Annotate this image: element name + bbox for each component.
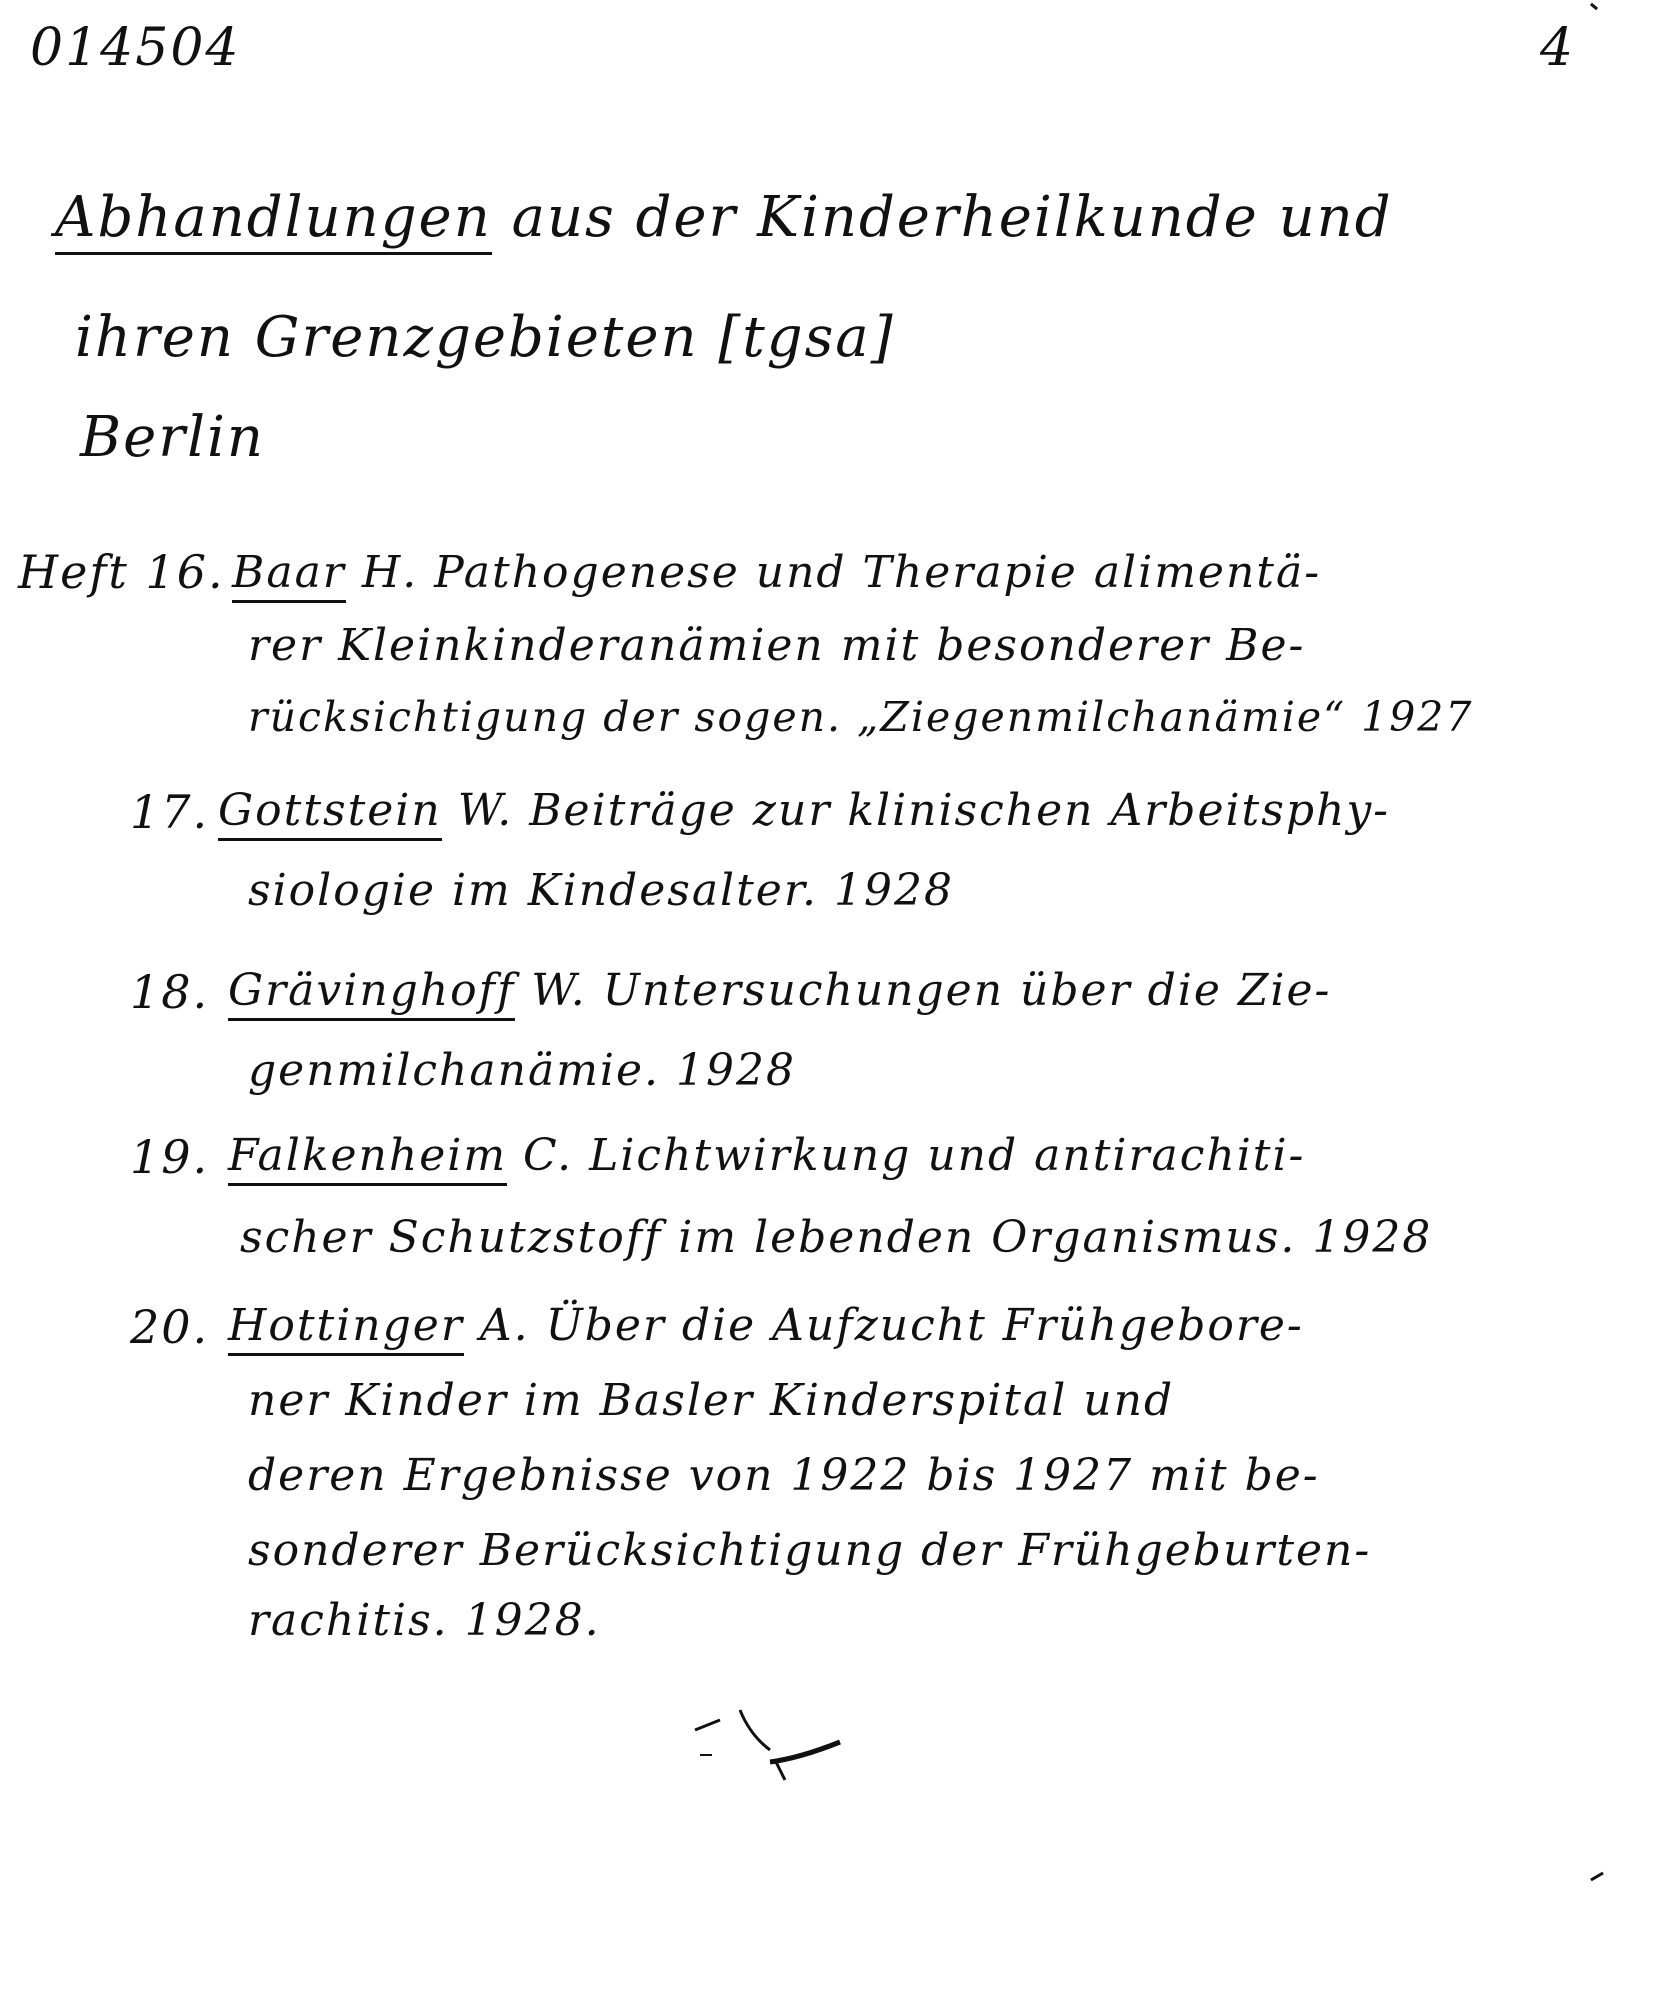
publication-place: Berlin <box>80 405 265 470</box>
entry-18-line1 <box>228 965 1331 1021</box>
entry-19-label: 19. <box>130 1130 210 1184</box>
entry-author: Hottinger <box>228 1300 464 1356</box>
entry-text: A. Über die Aufzucht Frühgebore- <box>463 1300 1304 1351</box>
decorative-scribble <box>690 1700 850 1790</box>
entry-author: Baar <box>232 547 346 603</box>
entry-16-label <box>18 545 225 599</box>
heft-label: Heft <box>18 545 129 599</box>
entry-17-label: 17. <box>130 785 210 839</box>
series-title-line2: ihren Grenzgebieten [tgsa] <box>75 305 895 370</box>
speck-mark <box>1590 1872 1604 1882</box>
speck-mark <box>1590 3 1598 10</box>
entry-18-line2: genmilchanämie. 1928 <box>248 1045 796 1096</box>
entry-author: Grävinghoff <box>228 965 515 1021</box>
series-title-main: Abhandlungen <box>55 185 492 255</box>
entry-text: H. Pathogenese und Therapie alimentä- <box>345 547 1322 598</box>
entry-text: W. Beiträge zur klinischen Arbeitsphy- <box>441 785 1391 836</box>
entry-20-line1 <box>228 1300 1304 1356</box>
entry-16-line1 <box>232 547 1321 603</box>
entry-author: Gottstein <box>218 785 442 841</box>
entry-author: Falkenheim <box>228 1130 507 1186</box>
entry-16-line2: rer Kleinkinderanämien mit besonderer Be- <box>248 620 1306 671</box>
entry-17-line2: siologie im Kindesalter. 1928 <box>248 865 954 916</box>
entry-17-line1 <box>218 785 1390 841</box>
entry-20-line2: ner Kinder im Basler Kinderspital und <box>248 1375 1175 1426</box>
entry-text: C. Lichtwirkung und antirachiti- <box>507 1130 1306 1181</box>
series-title-rest: aus der Kinderheilkunde und <box>511 185 1393 250</box>
entry-20-line3: deren Ergebnisse von 1922 bis 1927 mit be- <box>248 1450 1320 1501</box>
entry-text: W. Untersuchungen über die Zie- <box>515 965 1332 1016</box>
entry-20-label: 20. <box>130 1300 210 1354</box>
entry-16-line3: rücksichtigung der sogen. „Ziegenmilchanämie“ 1927 <box>248 693 1474 741</box>
entry-19-line2: scher Schutzstoff im lebenden Organismus. 1928 <box>240 1212 1433 1263</box>
page-number: 4 <box>1540 18 1576 78</box>
entry-19-line1 <box>228 1130 1305 1186</box>
entry-20-line4: sonderer Berücksichtigung der Frühgeburten- <box>248 1525 1372 1576</box>
series-title-line1 <box>55 185 1393 250</box>
entry-20-line5: rachitis. 1928. <box>248 1595 601 1646</box>
catalog-number: 014504 <box>30 18 241 78</box>
entry-18-label: 18. <box>130 965 210 1019</box>
entry-number: 16. <box>145 545 225 599</box>
